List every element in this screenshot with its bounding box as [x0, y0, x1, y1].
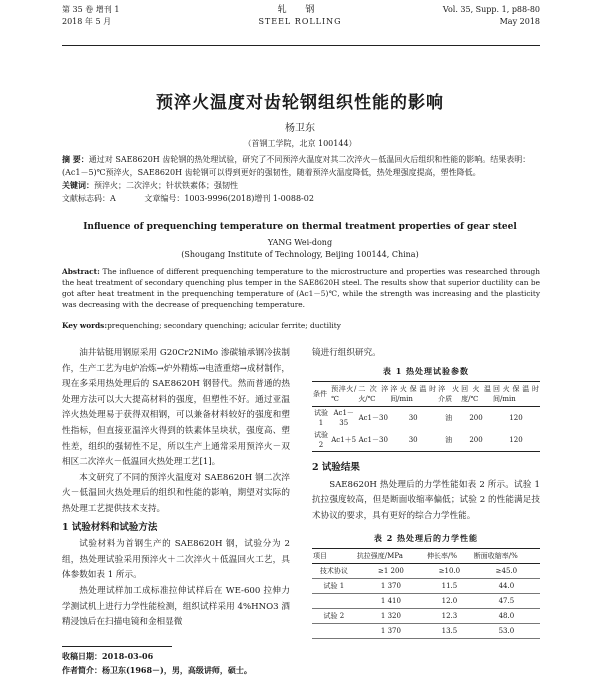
table1-cell: 200 [469, 436, 483, 445]
volume-info [443, 4, 540, 28]
volume-line: Vol. 35, Supp. 1, p88-80 [442, 5, 540, 14]
journal-name-en: STEEL ROLLING [258, 17, 342, 26]
table1-cell: Ac1－30 [358, 414, 388, 423]
paper-title: 预淬火温度对齿轮钢组织性能的影响 [156, 93, 444, 113]
table2-cell: 1 320 [356, 609, 426, 624]
table1-header: 回火温度/℃ [460, 382, 492, 407]
footnote [62, 646, 292, 677]
table1-cell: 试验 1 [314, 409, 329, 428]
table-row [312, 609, 540, 624]
table2-cell: 12.3 [426, 609, 473, 624]
table-row [312, 407, 540, 430]
keywords-text: 预淬火；二次淬火；针状铁素体；强韧性 [94, 181, 238, 190]
table-row [312, 594, 540, 609]
table2-header: 伸长率/% [426, 549, 473, 564]
author-info: 作者简介：杨卫东(1968－)，男，高级讲师，硕士。 [62, 665, 252, 675]
table2-header: 项目 [312, 549, 356, 564]
table2-cell: 1 370 [356, 579, 426, 594]
table2-cell: 12.0 [426, 594, 473, 609]
paper-author: 杨卫东 [285, 123, 315, 134]
keywords-label: 关键词： [62, 180, 94, 190]
abstract-en-label: Abstract: [62, 267, 100, 276]
table2-cell: 13.5 [426, 624, 473, 639]
paper-affiliation: （首钢工学院，北京 100144） [243, 139, 357, 148]
table1 [312, 381, 540, 452]
table1-cell: 30 [408, 436, 418, 445]
table2-header: 断面收缩率/% [473, 549, 540, 564]
table1-cell: 油 [445, 436, 453, 445]
table2-cell: 53.0 [473, 624, 540, 639]
table-row [312, 564, 540, 579]
journal-name-cn: 轧 钢 [277, 5, 323, 15]
table1-header: 预淬火/℃ [330, 382, 357, 407]
table-row [312, 429, 540, 452]
english-title: Influence of prequenching temperature on thermal treatment properties of gear steel [83, 222, 517, 232]
table2-cell: ≥10.0 [426, 564, 473, 579]
english-author: YANG Wei-dong [267, 238, 333, 247]
clc-code: 文献标志码：A [62, 194, 116, 203]
issue-date: 2018 年 5 月 [62, 17, 112, 26]
article-meta [62, 193, 540, 204]
keywords-en [62, 321, 540, 330]
table2-header: 抗拉强度/MPa [356, 549, 426, 564]
body-paragraph: 试验材料为首钢生产的 SAE8620H 钢，试验分为 2 组，热处理试验采用预淬火＋二次淬火＋低温回火工艺，具体参数如表 1 所示。 [62, 539, 290, 581]
abstract-en-text: The influence of different prequenching temperature to the microstructure and properties was researched through the heat treatment of secondary quenching plus temper in the SAE8620H steel. The results show that superior ductility can be got after heat treatment in the prequenching temperature of (Ac1－5)℃, while the strength was increasing and the plasticity was decreasing with the decrease of prequenching temperature. [62, 267, 540, 309]
english-affiliation: (Shougang Institute of Technology, Beijing 100144, China) [181, 250, 419, 259]
table2-cell: 48.0 [473, 609, 540, 624]
table1-header: 淬火保温时间/min [389, 382, 437, 407]
table1-header: 条件 [312, 382, 330, 407]
table2-cell: 44.0 [473, 579, 540, 594]
body-paragraph: 镜进行组织研究。 [312, 348, 381, 358]
table1-cell: Ac1＋5 [331, 436, 357, 445]
body-paragraph: 油井钻铤用钢原采用 G20Cr2NiMo 渗碳轴承钢冷拔制作，生产工艺为电炉冶炼→炉外精炼→电渣重熔→成材制作，现在多采用热处理后的 SAE8620H 钢替代。然而普通的热处理方法可以大大提高材料的强度，但塑性不好。通过亚温淬火热处理易于获得双相钢，可以兼备材料较好的强度和塑性指标，但直接亚温淬火得到的铁素体呈块状，强度高、塑性差，组织的强韧性不足，所以生产上通常采用预淬火－双相区二次淬火－低温回火热处理工艺[1]。 [62, 348, 290, 468]
footnote-rule [62, 646, 172, 647]
table1-cell: Ac1－35 [333, 409, 354, 428]
table2-cell: 47.5 [473, 594, 540, 609]
table1-cell: 120 [509, 414, 523, 423]
table2-cell: 11.5 [426, 579, 473, 594]
section-heading: 1 试验材料和试验方法 [62, 521, 158, 533]
abstract-en [62, 266, 540, 310]
table1-cell: Ac1－30 [358, 436, 388, 445]
received-date: 收稿日期：2018-03-06 [62, 651, 154, 661]
table2-cell: 技术协议 [312, 564, 356, 579]
table1-header: 二次淬火/℃ [357, 382, 389, 407]
table-row [312, 579, 540, 594]
table2-cell [312, 624, 356, 639]
issue-line: 第 35 卷 增刊 1 [62, 5, 120, 14]
abstract-label: 摘 要： [62, 154, 89, 164]
body-paragraph: 本文研究了不同的预淬火温度对 SAE8620H 钢二次淬火－低温回火热处理后的组织和性能的影响，期望对实际的热处理工艺提供技术支持。 [62, 472, 290, 514]
table-row [312, 624, 540, 639]
table1-cell: 120 [509, 436, 523, 445]
abstract-cn [62, 153, 540, 193]
volume-date: May 2018 [499, 17, 540, 26]
abstract-text: 通过对 SAE8620H 齿轮钢的热处理试验，研究了不同预淬火温度对其二次淬火－低温回火后组织和性能的影响。结果表明：(Ac1－5)℃预淬火，SAE8620H 齿轮钢可以得到更好的强韧性，随着预淬火温度降低，热处理强度提高，塑性降低。 [62, 155, 531, 177]
right-column [312, 346, 540, 639]
table1-cell: 油 [445, 414, 453, 423]
keywords-en-label: Key words: [62, 321, 108, 330]
body-paragraph: 热处理试样加工成标准拉伸试样后在 WE-600 拉伸力学测试机上进行力学性能检测，组织试样采用 4%HNO3 酒精浸蚀后在扫描电镜和金相显微 [62, 585, 290, 628]
table1-cell: 200 [469, 414, 483, 423]
keywords-en-text: prequenching; secondary quenching; acicular ferrite; ductility [107, 321, 341, 330]
section-heading: 2 试验结果 [312, 462, 360, 474]
article-number: 文章编号：1003-9996(2018)增刊 1-0088-02 [144, 194, 314, 203]
body-paragraph: SAE8620H 热处理后的力学性能如表 2 所示。试验 1 抗拉强度较高，但是断面收缩率偏低；试验 2 的性能满足技术协议的要求，具有更好的综合力学性能。 [312, 479, 540, 521]
left-column [62, 346, 290, 631]
table2 [312, 548, 540, 639]
table2-cell: 1 370 [356, 624, 426, 639]
table2-cell: ≥45.0 [473, 564, 540, 579]
table2-cell: ≥1 200 [356, 564, 426, 579]
table1-header: 回火保温时间/min [492, 382, 540, 407]
header-rule [62, 45, 540, 46]
table1-cell: 试验 2 [314, 431, 329, 450]
table2-cell: 试验 1 [312, 579, 356, 594]
table2-cell [312, 594, 356, 609]
table1-header: 淬火介质 [437, 382, 460, 407]
running-header [0, 0, 600, 46]
table1-caption: 表 1 热处理试验参数 [382, 365, 470, 376]
table2-cell: 1 410 [356, 594, 426, 609]
table2-caption: 表 2 热处理后的力学性能 [373, 532, 479, 543]
table1-cell: 30 [408, 414, 418, 423]
table2-cell: 试验 2 [312, 609, 356, 624]
